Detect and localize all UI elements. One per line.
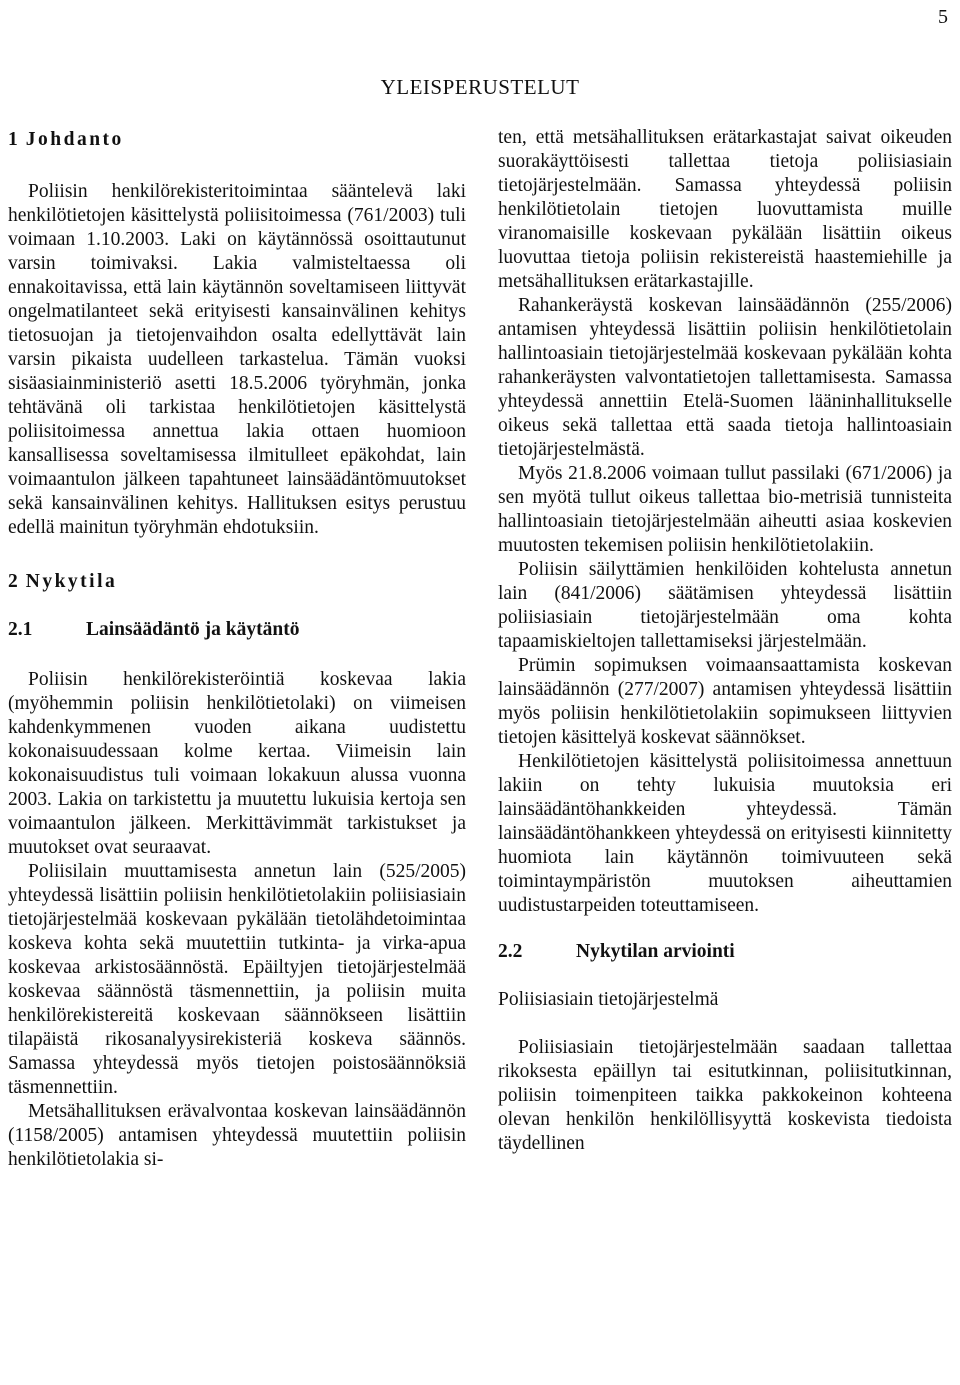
section-number: 2 — [8, 571, 18, 592]
subsection-title: Nykytilan arviointi — [576, 941, 735, 962]
section-title: Johdanto — [25, 129, 124, 150]
paragraph: Poliisiasiain tietojärjestelmään saadaan tallettaa rikoksesta epäillyn tai esitutkinnan, poliisitutkinnan, poliisin toimenpiteen taikka pakkokeinon kohteena olevan henkilön henkilöllisyyttä koskevista tiedoista täydellinen — [498, 1037, 952, 1154]
subsection-number: 2.1 — [8, 619, 33, 640]
paragraph: ten, että metsähallituksen erätarkastajat saivat oikeuden suorakäyttöisesti tallettaa tietoja poliisiasiain tietojärjestelmään. Samassa yhteydessä poliisin henkilötietolain tietojen luovuttamista muille viranomaisille koskevaan pykälään lisättiin oikeus luovuttaa tietoja poliisin rekistereistä haastemiehille ja metsähallituksen erätarkastajille. — [498, 127, 952, 292]
section-title: Nykytila — [25, 571, 118, 592]
paragraph: Myös 21.8.2006 voimaan tullut passilaki (671/2006) ja sen myötä tullut oikeus tallettaa bio-metrisiä tunnisteita hallintoasiain tietojärjestelmään aiheutti asiaa koskevien muutosten tekemisen poliisin henkilötietolakiin. — [498, 463, 952, 556]
section-heading-1 — [8, 128, 466, 152]
paragraph: Poliisin henkilörekisteröintiä koskevaa lakia (myöhemmin poliisin henkilötietolaki) on viimeisen kahdenkymmenen vuoden aikana uudistettu kokonaisuudessaan kolme kertaa. Viimeisin lain kokonaisuudistus tuli voimaan lokakuun alussa vuonna 2003. Lakia on tarkistettu ja muutettu lukuisia kertoja sen voimaantulon jälkeen. Merkittävimmät tarkistukset ja muutokset ovat seuraavat. — [8, 669, 466, 858]
paragraph: Poliisilain muuttamisesta annetun lain (525/2005) yhteydessä lisättiin poliisin henkilötietolakiin poliisiasiain tietojärjestelmää koskevaan pykälään tietolähdetoimintaa koskeva kohta sekä muutettiin tutkinta- ja virka-apua koskevaa arkistosäännöstä. Epäiltyjen tietojärjestelmää koskevaa säännöstä täsmennettiin, ja poliisin muita henkilörekistereitä koskevaan säännökseen lisättiin tilapäistä rikosanalyysirekisteriä koskeva säännös. Samassa yhteydessä myös tietojen poistosäännöksiä täsmennettiin. — [8, 861, 466, 1098]
section-heading-2 — [8, 570, 466, 594]
running-head: YLEISPERUSTELUT — [380, 75, 580, 99]
subheading: Poliisiasiain tietojärjestelmä — [498, 989, 719, 1010]
left-column — [8, 126, 466, 1172]
subsection-heading-2-1 — [8, 618, 466, 642]
subsection-heading-2-2 — [498, 940, 952, 964]
paragraph: Rahankeräystä koskevan lainsäädännön (255/2006) antamisen yhteydessä lisättiin poliisin henkilötietolain hallintoasiain tietojärjestelmää koskevaan pykälään kohta rahankeräysten valvontatietojen tallettamisesta. Samassa yhteydessä annettiin Etelä-Suomen lääninhallitukselle oikeus sekä tallettaa että saada tietoja hallintoasiain tietojärjestelmästä. — [498, 295, 952, 460]
subsection-title: Lainsäädäntö ja käytäntö — [86, 619, 300, 640]
page-number: 5 — [938, 6, 948, 28]
paragraph: Poliisin henkilörekisteritoimintaa sääntelevä laki henkilötietojen käsittelystä poliisitoimessa (761/2003) tuli voimaan 1.10.2003. Laki on käytännössä osoittautunut varsin toimivaksi. Lakia valmisteltaessa oli ennakoitavissa, että lain käytännön soveltamiseen liittyvät ongelmatilanteet sekä erityisesti kansainvälinen kehitys tietosuojan ja tietojenvaihdon osalta edellyttävät lain varsin pikaista uudelleen tarkastelua. Tämän vuoksi sisäasiainministeriö asetti 18.5.2006 työryhmän, jonka tehtävänä oli tarkistaa henkilötietojen käsittelystä poliisitoimessa annettua lakia ottaen huomioon kansallisessa soveltamisessa ilmitulleet epäkohdat, lain voimaantulon jälkeen tapahtuneet lainsäädäntömuutokset sekä kansainvälinen kehitys. Hallituksen esitys perustuu edellä mainitun työryhmän ehdotuksiin. — [8, 181, 466, 538]
subsection-number: 2.2 — [498, 941, 523, 962]
paragraph: Henkilötietojen käsittelystä poliisitoimessa annettuun lakiin on tehty lukuisia muutoksia eri lainsäädäntöhankkeiden yhteydessä. Tämän lainsäädäntöhankkeen yhteydessä on erityisesti kiinnitetty huomiota lain käytännön toimivuuteen sekä toimintaympäristön muutoksen aiheuttamien uudistustarpeiden toteuttamiseen. — [498, 751, 952, 916]
paragraph: Metsähallituksen erävalvontaa koskevan lainsäädännön (1158/2005) antamisen yhteydessä muutettiin poliisin henkilötietolakia si- — [8, 1101, 466, 1170]
paragraph: Poliisin säilyttämien henkilöiden kohtelusta annetun lain (841/2006) säätämisen yhteydessä lisättiin poliisiasiain tietojärjestelmään oma kohta tapaamiskieltojen tallettamiseksi järjestelmään. — [498, 559, 952, 652]
paragraph: Prümin sopimuksen voimaansaattamista koskevan lainsäädännön (277/2007) antamisen yhteydessä lisättiin myös poliisin henkilötietolakiin sopimukseen liittyvien tietojen käsittelyä koskevat säännökset. — [498, 655, 952, 748]
right-column — [498, 126, 952, 1156]
section-number: 1 — [8, 129, 18, 150]
